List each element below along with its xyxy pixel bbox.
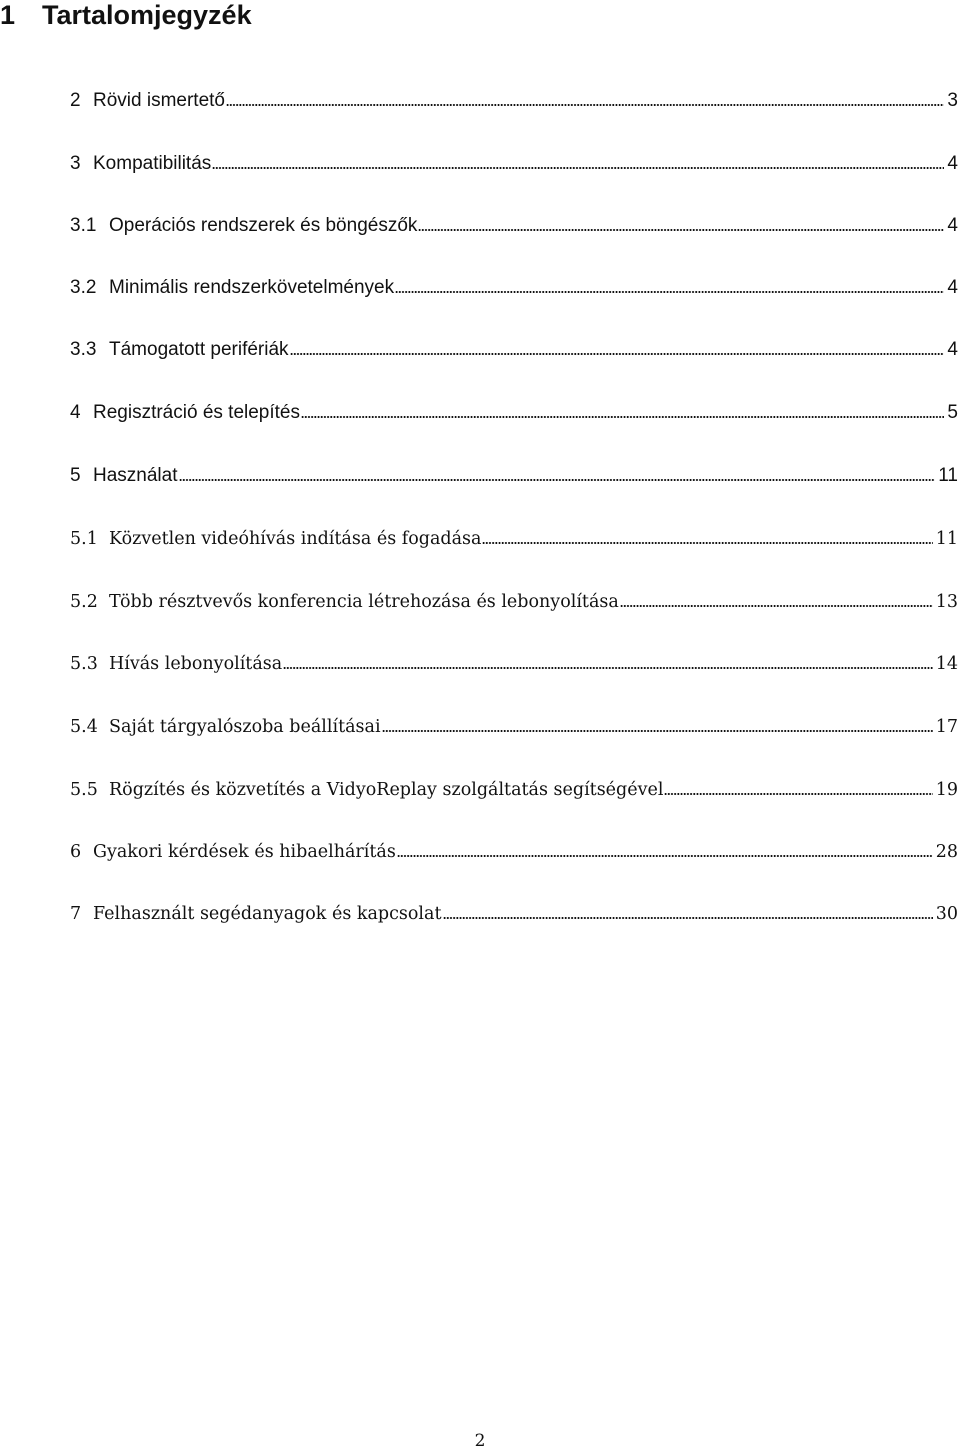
toc-entry-title: Közvetlen videóhívás indítása és fogadása (109, 529, 482, 549)
toc-entry-number: 3.3 (70, 339, 97, 360)
toc-entry-5[interactable] (70, 459, 958, 487)
toc-entry-title: Operációs rendszerek és böngészők (109, 215, 418, 236)
toc-entry-title: Gyakori kérdések és hibaelhárítás (93, 842, 396, 862)
toc-entry-number: 3.2 (70, 277, 97, 298)
toc-entry-page: 3 (947, 90, 958, 111)
toc-entry-2[interactable] (70, 84, 958, 112)
page-number: 2 (474, 1431, 486, 1451)
dot-leader (382, 729, 933, 733)
dot-leader (226, 103, 944, 107)
toc-entry-page: 11 (938, 465, 958, 486)
dot-leader (664, 792, 932, 796)
dot-leader (443, 916, 933, 920)
toc-entry-title: Rögzítés és közvetítés a VidyoReplay szolgáltatás segítségével (109, 780, 664, 800)
toc-entry-5-1[interactable] (70, 522, 958, 550)
dot-leader (179, 478, 936, 482)
toc-entry-page: 11 (935, 529, 958, 549)
toc-entry-page: 4 (947, 215, 958, 236)
toc-entry-5-5[interactable] (70, 773, 958, 801)
toc-entry-number: 5.5 (70, 780, 98, 800)
toc-entry-title: Felhasznált segédanyagok és kapcsolat (93, 904, 442, 924)
dot-leader (212, 166, 944, 170)
toc-entry-title: Támogatott perifériák (109, 339, 289, 360)
toc-entry-title: Kompatibilitás (93, 153, 212, 174)
toc-entry-title: Regisztráció és telepítés (93, 402, 300, 423)
toc-entry-title: Saját tárgyalószoba beállításai (109, 717, 381, 737)
toc-entry-6[interactable] (70, 835, 958, 863)
toc-entry-page: 4 (947, 153, 958, 174)
toc-entry-5-3[interactable] (70, 647, 958, 675)
toc-entry-4[interactable] (70, 396, 958, 424)
toc-entry-title: Minimális rendszerkövetelmények (109, 277, 395, 298)
toc-entry-number: 3 (70, 153, 81, 174)
toc-entry-title: Rövid ismertető (93, 90, 225, 111)
dot-leader (397, 854, 933, 858)
toc-entry-3-3[interactable] (70, 333, 958, 361)
toc-entry-title: Több résztvevős konferencia létrehozása és lebonyolítása (109, 592, 619, 612)
toc-entry-page: 4 (947, 339, 958, 360)
toc-entry-5-2[interactable] (70, 585, 958, 613)
toc-entry-title: Használat (93, 465, 178, 486)
toc-entry-number: 7 (70, 904, 82, 924)
toc-entry-page: 5 (947, 402, 958, 423)
toc-entry-number: 5.1 (70, 529, 98, 549)
dot-leader (301, 415, 944, 419)
toc-entry-page: 4 (947, 277, 958, 298)
toc-heading-title: Tartalomjegyzék (42, 0, 252, 30)
dot-leader (290, 352, 945, 356)
dot-leader (620, 604, 933, 608)
toc-entry-page: 13 (935, 592, 958, 612)
toc-entry-number: 5.4 (70, 717, 98, 737)
toc-entry-number: 4 (70, 402, 81, 423)
toc-entry-number: 5 (70, 465, 81, 486)
toc-entry-3[interactable] (70, 147, 958, 175)
toc-entry-7[interactable] (70, 897, 958, 925)
dot-leader (283, 666, 933, 670)
toc-entry-number: 3.1 (70, 215, 97, 236)
toc-entry-page: 19 (935, 780, 958, 800)
toc-entry-number: 5.2 (70, 592, 98, 612)
toc-entry-page: 28 (935, 842, 958, 862)
toc-entry-number: 2 (70, 90, 81, 111)
dot-leader (418, 228, 944, 232)
dot-leader (395, 290, 944, 294)
toc-entry-page: 17 (935, 717, 958, 737)
toc-entry-page: 30 (935, 904, 958, 924)
toc-entry-page: 14 (935, 654, 958, 674)
dot-leader (482, 541, 932, 545)
toc-entry-3-2[interactable] (70, 271, 958, 299)
toc-entry-title: Hívás lebonyolítása (109, 654, 283, 674)
toc-entry-number: 5.3 (70, 654, 98, 674)
toc-entry-5-4[interactable] (70, 710, 958, 738)
toc-entry-3-1[interactable] (70, 209, 958, 237)
toc-heading-number: 1 (0, 0, 16, 30)
toc-entry-number: 6 (70, 842, 82, 862)
